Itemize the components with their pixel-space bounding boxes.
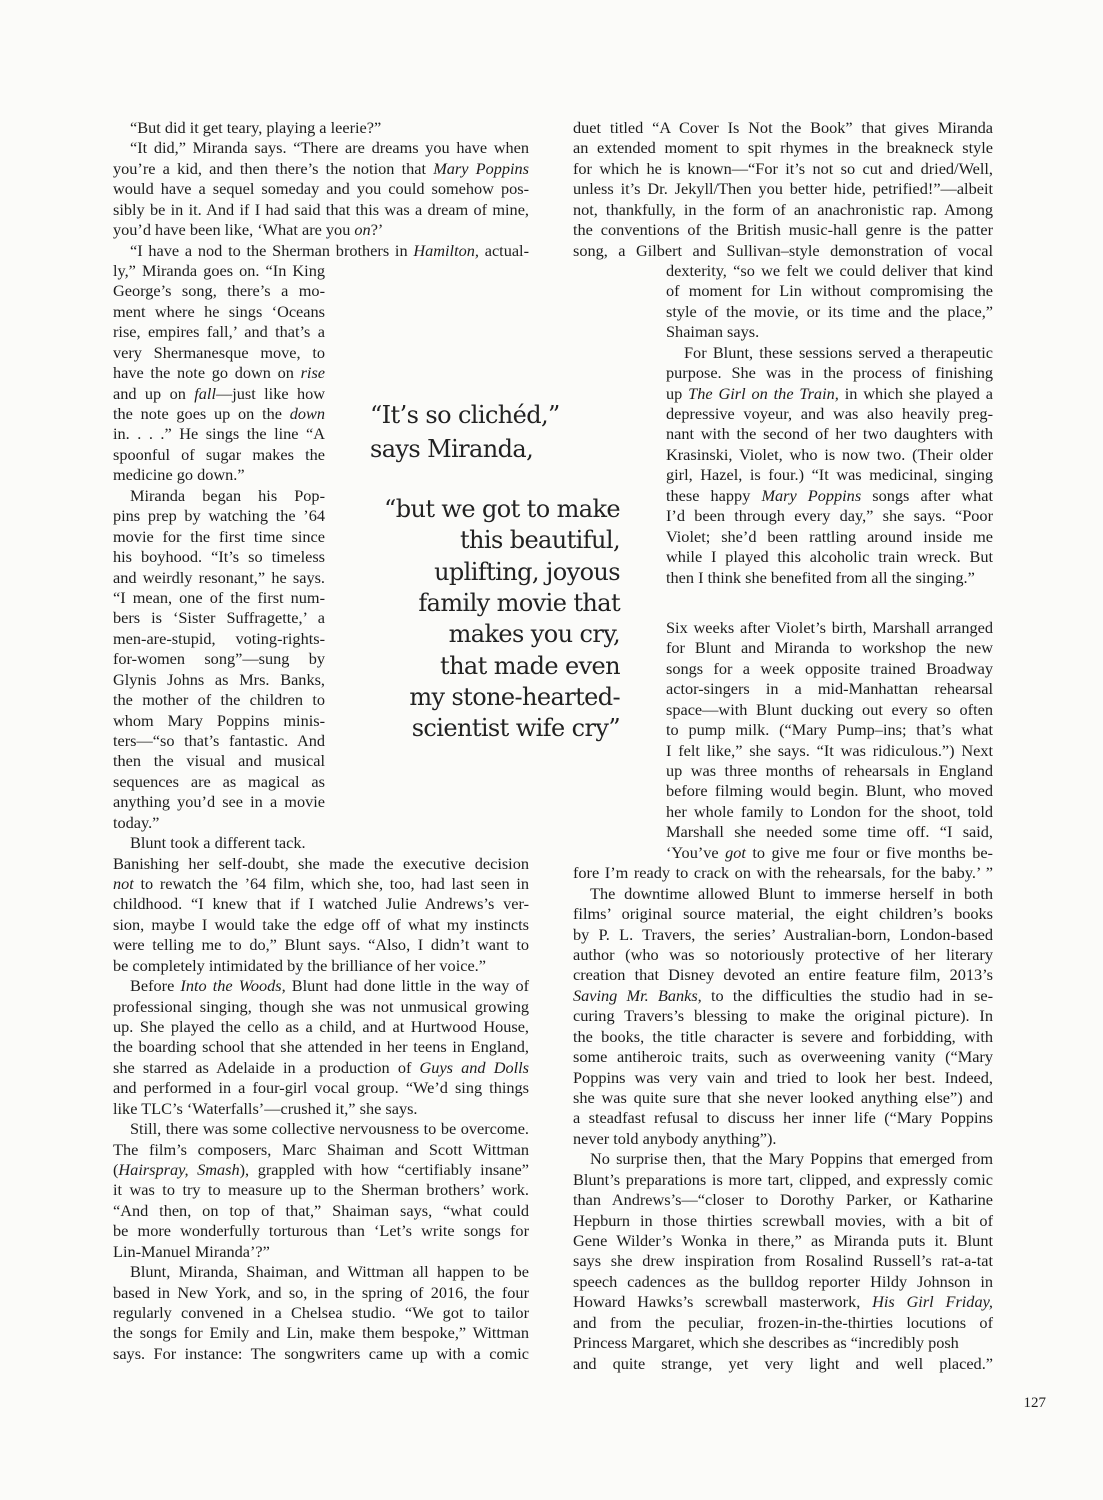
right-column-line: fore I’m ready to crack on with the rehearsals, for the baby.’ ” — [573, 863, 993, 883]
right-column-line: author (who was so notoriously protective of her literary — [573, 944, 993, 964]
left-column-line: for-women song”—sung by — [113, 649, 325, 669]
right-column-line: she was quite sure that she never looked anything else”) and — [573, 1087, 993, 1107]
right-column-line: Krasinski, Violet, who is now two. (Their older — [666, 444, 993, 464]
left-column-line: today.” — [113, 812, 160, 832]
left-column-line: based in New York, and so, in the spring of 2016, the four — [113, 1282, 529, 1302]
right-column-line: to pump milk. (“Mary Pump–ins; that’s what — [666, 720, 993, 740]
right-column-line: some antiheroic traits, such as overweening vanity (“Mary — [573, 1047, 993, 1066]
right-column-line: curing Travers’s blessing to make the original picture). In — [573, 1006, 993, 1026]
left-column-line: “And then, on top of that,” Shaiman says, “what could — [113, 1200, 529, 1220]
right-column-line: up The Girl on the Train, in which she played a — [666, 383, 993, 403]
right-column-line: Princess Margaret, which she describes as “incredibly posh — [573, 1333, 959, 1352]
left-column-line: George’s song, there’s a mo- — [113, 281, 325, 301]
right-column-line: depressive voyeur, and was also heavily preg- — [666, 404, 993, 423]
right-column-line: space—with Blunt ducking out every so often — [666, 699, 993, 719]
right-column-line: up was three months of rehearsals in England — [666, 761, 993, 780]
right-column-line: dexterity, “so we felt we could deliver that kind — [666, 261, 993, 280]
left-column-line: movie for the first time since — [113, 526, 325, 546]
left-column-line: have the note go down on rise — [113, 363, 325, 383]
right-column-line: then I think she benefited from all the singing.” — [666, 567, 975, 587]
right-column-line: these happy Mary Poppins songs after what — [666, 485, 994, 505]
pull-quote-line: scientist wife cry” — [411, 714, 620, 743]
right-column-line: the books, the title character is severe and forbidding, with — [573, 1026, 993, 1046]
right-column-line: For Blunt, these sessions served a therapeutic — [684, 342, 993, 362]
left-column-line: very Shermanesque move, to — [113, 342, 325, 362]
left-column-line: his boyhood. “It’s so timeless — [113, 547, 325, 566]
left-column-line: the boarding school that she attended in her teens in England, — [113, 1037, 529, 1057]
pull-quote-line: that made even — [440, 651, 620, 680]
left-column-line: Lin-Manuel Miranda’?” — [113, 1241, 270, 1261]
right-column-line: before filming would begin. Blunt, who moved — [666, 781, 993, 801]
left-column-line: rise, empires fall,’ and that’s a — [113, 322, 325, 342]
left-column-line: you’d have been like, ‘What are you on?’ — [113, 220, 384, 240]
left-column-line: whom Mary Poppins minis- — [113, 710, 325, 730]
left-column-line: says. For instance: The songwriters came up with a comic — [113, 1343, 529, 1363]
left-column-line: and weirdly resonant,” he says. — [113, 567, 325, 587]
right-column-line: a steadfast refusal to discuss her inner life (“Mary Poppins — [573, 1108, 993, 1128]
right-column-line: of moment for Lin without compromising the — [666, 281, 993, 301]
left-column-line: Miranda began his Pop- — [130, 485, 325, 505]
right-column-line: Saving Mr. Banks, to the difficulties the studio had in se- — [573, 985, 993, 1005]
right-column-line: never told anybody anything”). — [573, 1128, 777, 1148]
right-column-line: and quite strange, yet very light and well placed.” — [573, 1353, 993, 1373]
right-column-line: Marshall she needed some time off. “I said, — [666, 822, 993, 842]
right-column-line: Six weeks after Violet’s birth, Marshall arranged — [666, 618, 993, 637]
right-column-line: I’d been through every day,” she says. “Poor — [666, 506, 993, 526]
left-column-line: The film’s composers, Marc Shaiman and Scott Wittman — [113, 1139, 529, 1159]
right-column-line: nant with the second of her two daughters with — [666, 424, 993, 444]
right-column-line: girl, Hazel, is four.) “It was medicinal, singing — [666, 465, 993, 485]
right-column-line: than Andrews’s—“closer to Dorothy Parker, or Katharine — [573, 1190, 993, 1209]
right-column-line: style of the movie, or its time and the place,” — [666, 301, 993, 321]
left-column-line: Blunt took a different tack. — [130, 833, 306, 852]
left-column-line: sequences are as magical as — [113, 771, 325, 791]
left-column-line: ment where he sings ‘Oceans — [113, 301, 325, 321]
left-column-line: Banishing her self-doubt, she made the executive decision — [113, 853, 529, 873]
pull-quote-line: makes you cry, — [448, 620, 620, 649]
left-column-line: “I have a nod to the Sherman brothers in Hamilton, actual- — [130, 240, 530, 260]
left-column-line: spoonful of sugar makes the — [113, 444, 325, 464]
right-column-line: the conventions of the British music-hall genre is the patter — [573, 220, 993, 240]
right-column-line: Shaiman says. — [666, 322, 760, 342]
left-column-line: Before Into the Woods, Blunt had done little in the way of — [130, 976, 530, 996]
right-column-line: songs for a week opposite trained Broadway — [666, 658, 993, 678]
right-column-line: her whole family to London for the shoot, told — [666, 801, 993, 821]
left-column-line: anything you’d see in a movie — [113, 792, 325, 812]
right-column-line: while I played this alcoholic train wreck. But — [666, 547, 993, 566]
left-column-line: would have a sequel someday and you could somehow pos- — [113, 179, 529, 199]
right-column-line: unless it’s Dr. Jekyll/Then you better hide, petrified!”—albeit — [573, 179, 993, 199]
pull-quote-line: “but we got to make — [384, 495, 620, 523]
left-column-line: ters—“so that’s fantastic. And — [113, 730, 325, 750]
pull-quote-line: “It’s so clichéd,” — [370, 401, 560, 429]
left-column-line: like TLC’s ‘Waterfalls’—crushed it,” she says. — [113, 1098, 418, 1118]
left-column-line: were telling me to do,” Blunt says. “Also, I didn’t want to — [113, 935, 529, 955]
left-column-line: men-are-stupid, voting-rights- — [113, 628, 325, 648]
left-column-line: she starred as Adelaide in a production of Guys and Dolls — [113, 1057, 529, 1077]
left-column-line: childhood. “I knew that if I watched Julie Andrews’s ver- — [113, 894, 529, 914]
left-column-line: then the visual and musical — [113, 751, 325, 771]
right-column-line: The downtime allowed Blunt to immerse herself in both — [590, 883, 993, 903]
left-column-line: professional singing, though she was not unmusical growing — [113, 996, 529, 1016]
right-column-line: Gene Wilder’s Wonka in there,” as Miranda puts it. Blunt — [573, 1230, 993, 1250]
left-column-line: not to rewatch the ’64 film, which she, too, had last seen in — [113, 873, 529, 893]
right-column-line: for which he is known—“For it’s not so cut and dried/Well, — [573, 158, 993, 178]
right-column-line: creation that Disney devoted an entire feature film, 2013’s — [573, 965, 993, 985]
pull-quote-line: uplifting, joyous — [434, 557, 620, 586]
left-column-line: medicine go down.” — [113, 465, 245, 485]
right-column-line: ‘You’ve got to give me four or five months be- — [666, 842, 993, 862]
pull-quote-line: my stone-hearted- — [409, 682, 620, 711]
right-column-line: Poppins was very vain and tried to look her best. Indeed, — [573, 1067, 993, 1087]
left-column-line: and up on fall—just like how — [113, 383, 326, 403]
left-column-line: “But did it get teary, playing a leerie?” — [130, 118, 382, 137]
left-column-line: “It did,” Miranda says. “There are dreams you have when — [130, 138, 529, 158]
left-column-line: pins prep by watching the ’64 — [113, 506, 325, 526]
right-column-line: purpose. She was in the process of finishing — [666, 363, 993, 383]
left-column-line: sion, maybe I would take the edge off of what my instincts — [113, 914, 529, 934]
left-column-line: (Hairspray, Smash), grappled with how “certifiably insane” — [113, 1159, 529, 1179]
left-column-line: the mother of the children to — [113, 690, 325, 709]
right-column-line: duet titled “A Cover Is Not the Book” that gives Miranda — [573, 118, 993, 137]
left-column-line: it was to try to measure up to the Sherman brothers’ work. — [113, 1180, 529, 1200]
left-column-line: regularly convened in a Chelsea studio. “We got to tailor — [113, 1302, 529, 1322]
right-column-line: by P. L. Travers, the series’ Australian-born, London-based — [573, 924, 993, 944]
pull-quote-line: this beautiful, — [459, 526, 620, 555]
left-column-line: and performed in a four-girl vocal group. “We’d sing things — [113, 1078, 529, 1098]
left-column-line: be more wonderfully torturous than ‘Let’s write songs for — [113, 1221, 529, 1241]
right-column-line: Violet; she’d been rattling around inside me — [666, 526, 993, 546]
right-column-line: says she drew inspiration from Rosalind Russell’s rat-a-tat — [573, 1251, 993, 1271]
left-column-line: Blunt, Miranda, Shaiman, and Wittman all happen to be — [130, 1262, 529, 1282]
page-number: 127 — [1023, 1395, 1046, 1411]
left-column-line: in. . . .” He sings the line “A — [113, 424, 325, 444]
right-column-line: films’ original source material, the eight children’s books — [573, 904, 993, 923]
pull-quote-line: says Miranda, — [370, 435, 534, 463]
right-column-line: No surprise then, that the Mary Poppins that emerged from — [590, 1149, 993, 1169]
right-column-line: Howard Hawks’s screwball masterwork, His Girl Friday, — [573, 1292, 993, 1312]
right-column-line: an extended moment to spit rhymes in the breakneck style — [573, 138, 993, 158]
right-column-line: not, thankfully, in the form of an anachronistic rap. Among — [573, 199, 993, 219]
left-column-line: up. She played the cello as a child, and at Hurtwood House, — [113, 1016, 529, 1036]
right-column-line: actor-singers in a mid-Manhattan rehearsal — [666, 679, 993, 699]
left-column-line: Still, there was some collective nervousness to be overcome. — [130, 1119, 529, 1139]
left-column-line: sibly be in it. And if I had said that this was a dream of mine, — [113, 199, 529, 219]
left-column-line: bers is ‘Sister Suffragette,’ a — [113, 608, 325, 628]
right-column-line: I felt like,” she says. “It was ridiculous.”) Next — [666, 740, 993, 760]
left-column-line: be completely intimidated by the brilliance of her voice.” — [113, 955, 486, 975]
left-column-line: the songs for Emily and Lin, make them bespoke,” Wittman — [113, 1323, 529, 1343]
right-column-line: for Blunt and Miranda to workshop the new — [666, 638, 993, 658]
right-column-line: song, a Gilbert and Sullivan–style demonstration of vocal — [573, 240, 993, 260]
right-column-line: speech cadences as the bulldog reporter Hildy Johnson in — [573, 1271, 993, 1291]
right-column-line: Blunt’s preparations is more tart, clipped, and expressly comic — [573, 1169, 993, 1189]
left-column-line: you’re a kid, and then there’s the notion that Mary Poppins — [113, 158, 530, 178]
left-column-line: Glynis Johns as Mrs. Banks, — [113, 669, 325, 689]
left-column-line: “I mean, one of the first num- — [113, 587, 325, 607]
pull-quote-line: family movie that — [418, 588, 620, 617]
right-column-line: Hepburn in those thirties screwball movies, with a bit of — [573, 1210, 993, 1230]
left-column-line: the note goes up on the down — [113, 404, 325, 423]
left-column-line: ly,” Miranda goes on. “In King — [113, 261, 325, 280]
right-column-line: and from the peculiar, frozen-in-the-thirties locutions of — [573, 1312, 993, 1332]
